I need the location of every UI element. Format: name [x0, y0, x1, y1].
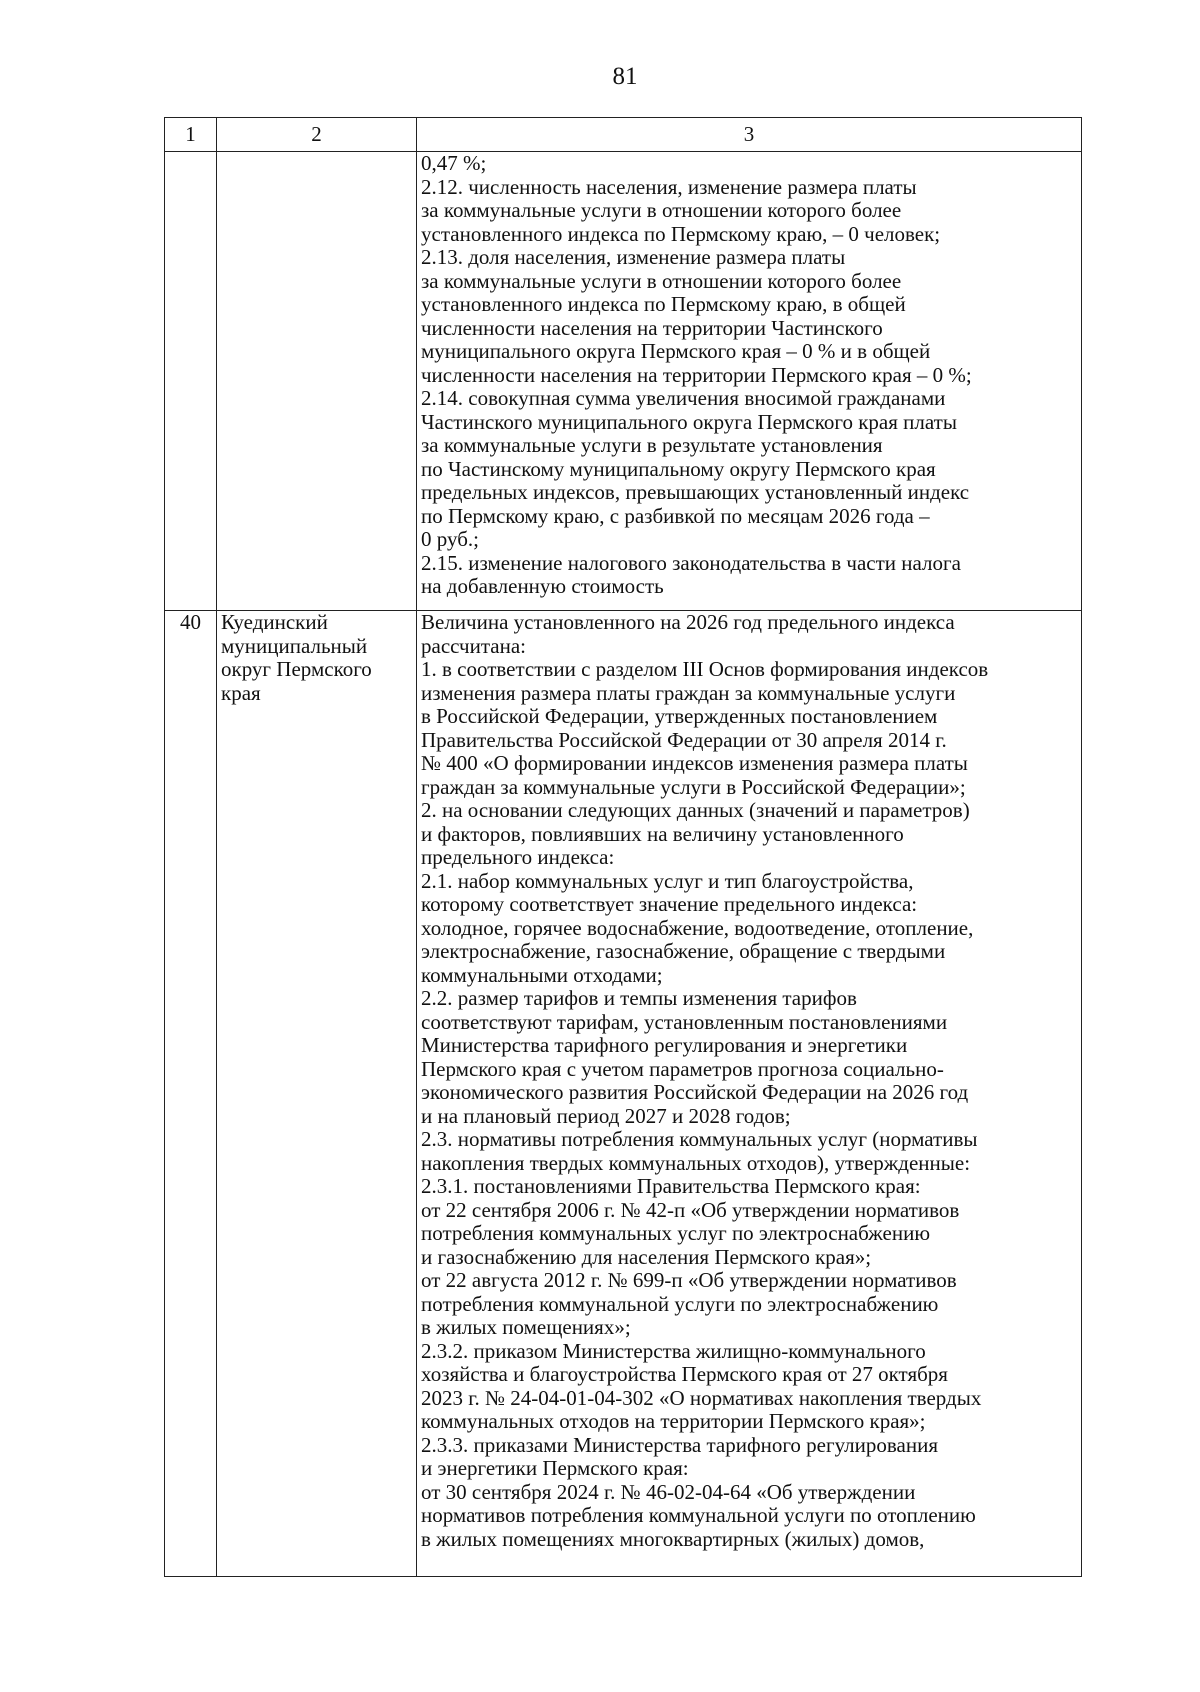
text-line: соответствуют тарифам, установленным постановлениями — [421, 1009, 948, 1034]
text-line: 2.13. доля населения, изменение размера платы — [421, 245, 846, 269]
text-line: 2. на основании следующих данных (значений и параметров) — [421, 798, 970, 822]
text-line: и газоснабжению для населения Пермского края»; — [421, 1244, 872, 1269]
text-line: нормативов потребления коммунальной услуги по отоплению — [421, 1503, 976, 1527]
text-line: которому соответствует значение предельного индекса: — [421, 892, 918, 916]
text-line: численности населения на территории Пермского края – 0 %; — [421, 362, 972, 387]
text-line: Министерства тарифного регулирования и энергетики — [421, 1033, 908, 1057]
text-line: изменения размера платы граждан за коммунальные услуги — [421, 680, 956, 705]
text-line: экономического развития Российской Федерации на 2026 год — [421, 1080, 969, 1104]
text-line: 2.15. изменение налогового законодательства в части налога — [421, 550, 961, 575]
text-line: коммунальных отходов на территории Пермского края»; — [421, 1409, 926, 1433]
text-line: и энергетики Пермского края: — [421, 1456, 689, 1480]
text-line: за коммунальные услуги в отношении которого более — [421, 268, 902, 293]
municipality-cell — [217, 152, 417, 611]
text-line: по Частинскому муниципальному округу Пермского края — [421, 456, 936, 481]
text-line: по Пермскому краю, с разбивкой по месяцам 2026 года – — [421, 503, 930, 528]
text-line: муниципальный — [221, 633, 368, 658]
text-line: за коммунальные услуги в отношении которого более — [421, 198, 902, 222]
text-line: 0,47 %; — [421, 151, 487, 175]
text-line: рассчитана: — [421, 633, 526, 658]
text-line: от 22 августа 2012 г. № 699-п «Об утверждении нормативов — [421, 1268, 957, 1292]
text-line: 1. в соответствии с разделом III Основ формирования индексов — [421, 657, 989, 681]
text-line: Куединский — [221, 610, 328, 634]
text-line: 2.3.1. постановлениями Правительства Пермского края: — [421, 1174, 921, 1198]
text-line: потребления коммунальных услуг по электроснабжению — [421, 1221, 931, 1245]
column-header-number: 1 — [165, 118, 217, 152]
table-row-40 — [165, 611, 1082, 1577]
text-line: коммунальными отходами; — [421, 962, 663, 987]
text-line: за коммунальные услуги в результате установления — [421, 433, 883, 457]
column-header-description: 3 — [417, 118, 1082, 152]
text-line: в жилых помещениях»; — [421, 1315, 631, 1339]
text-line: установленного индекса по Пермскому краю, в общей — [421, 292, 906, 316]
text-line: 2.1. набор коммунальных услуг и тип благоустройства, — [421, 868, 914, 893]
text-line: 2.3. нормативы потребления коммунальных услуг (нормативы — [421, 1127, 978, 1151]
text-line: и на плановый период 2027 и 2028 годов; — [421, 1103, 791, 1128]
text-line: в жилых помещениях многоквартирных (жилых) домов, — [421, 1526, 925, 1551]
text-line: предельных индексов, превышающих установленный индекс — [421, 480, 970, 504]
text-line: 0 руб.; — [421, 527, 479, 551]
column-header-municipality: 2 — [217, 118, 417, 152]
text-line: предельного индекса: — [421, 845, 615, 869]
text-line: и факторов, повлиявших на величину установленного — [421, 821, 904, 846]
table-header-row — [165, 118, 1082, 152]
text-line: от 30 сентября 2024 г. № 46-02-04-64 «Об утверждении — [421, 1479, 916, 1504]
text-line: электроснабжение, газоснабжение, обращение с твердыми — [421, 939, 946, 963]
text-line: Правительства Российской Федерации от 30 апреля 2014 г. — [421, 727, 947, 752]
description-cell — [417, 152, 1082, 611]
text-line: 2.3.3. приказами Министерства тарифного регулирования — [421, 1432, 938, 1457]
text-line: Пермского края с учетом параметров прогноза социально- — [421, 1056, 944, 1081]
row-number-cell — [165, 152, 217, 611]
text-line: муниципального округа Пермского края – 0 % и в общей — [421, 339, 931, 363]
text-line: граждан за коммунальные услуги в Российской Федерации»; — [421, 774, 966, 799]
municipality-cell — [217, 611, 417, 1577]
text-line: установленного индекса по Пермскому краю, – 0 человек; — [421, 221, 941, 246]
text-line: края — [221, 680, 261, 705]
text-line: холодное, горячее водоснабжение, водоотведение, отопление, — [421, 915, 974, 940]
text-line: хозяйства и благоустройства Пермского края от 27 октября — [421, 1362, 948, 1386]
text-line: 2.12. численность населения, изменение размера платы — [421, 174, 917, 199]
text-line: численности населения на территории Частинского — [421, 315, 883, 340]
text-line: Частинского муниципального округа Пермского края платы — [421, 409, 957, 434]
text-line: 2023 г. № 24-04-01-04-302 «О нормативах накопления твердых — [421, 1385, 982, 1410]
page-number: 81 — [612, 63, 638, 90]
indices-table — [164, 117, 1082, 1577]
text-line: от 22 сентября 2006 г. № 42-п «Об утверждении нормативов — [421, 1197, 960, 1222]
text-line: № 400 «О формировании индексов изменения размера платы — [421, 751, 968, 775]
description-cell — [417, 611, 1082, 1577]
text-line: округ Пермского — [221, 657, 372, 681]
text-line: потребления коммунальной услуги по электроснабжению — [421, 1291, 939, 1316]
text-line: 2.14. совокупная сумма увеличения вносимой гражданами — [421, 386, 946, 410]
text-line: 2.3.2. приказом Министерства жилищно-коммунального — [421, 1338, 926, 1363]
text-line: 2.2. размер тарифов и темпы изменения тарифов — [421, 986, 857, 1010]
text-line: накопления твердых коммунальных отходов), утвержденные: — [421, 1150, 971, 1175]
text-line: на добавленную стоимость — [421, 574, 664, 598]
text-line: Величина установленного на 2026 год предельного индекса — [421, 610, 955, 634]
text-line: в Российской Федерации, утвержденных постановлением — [421, 704, 938, 728]
row-number-cell: 40 — [165, 611, 217, 1577]
table-row-continued — [165, 152, 1082, 611]
